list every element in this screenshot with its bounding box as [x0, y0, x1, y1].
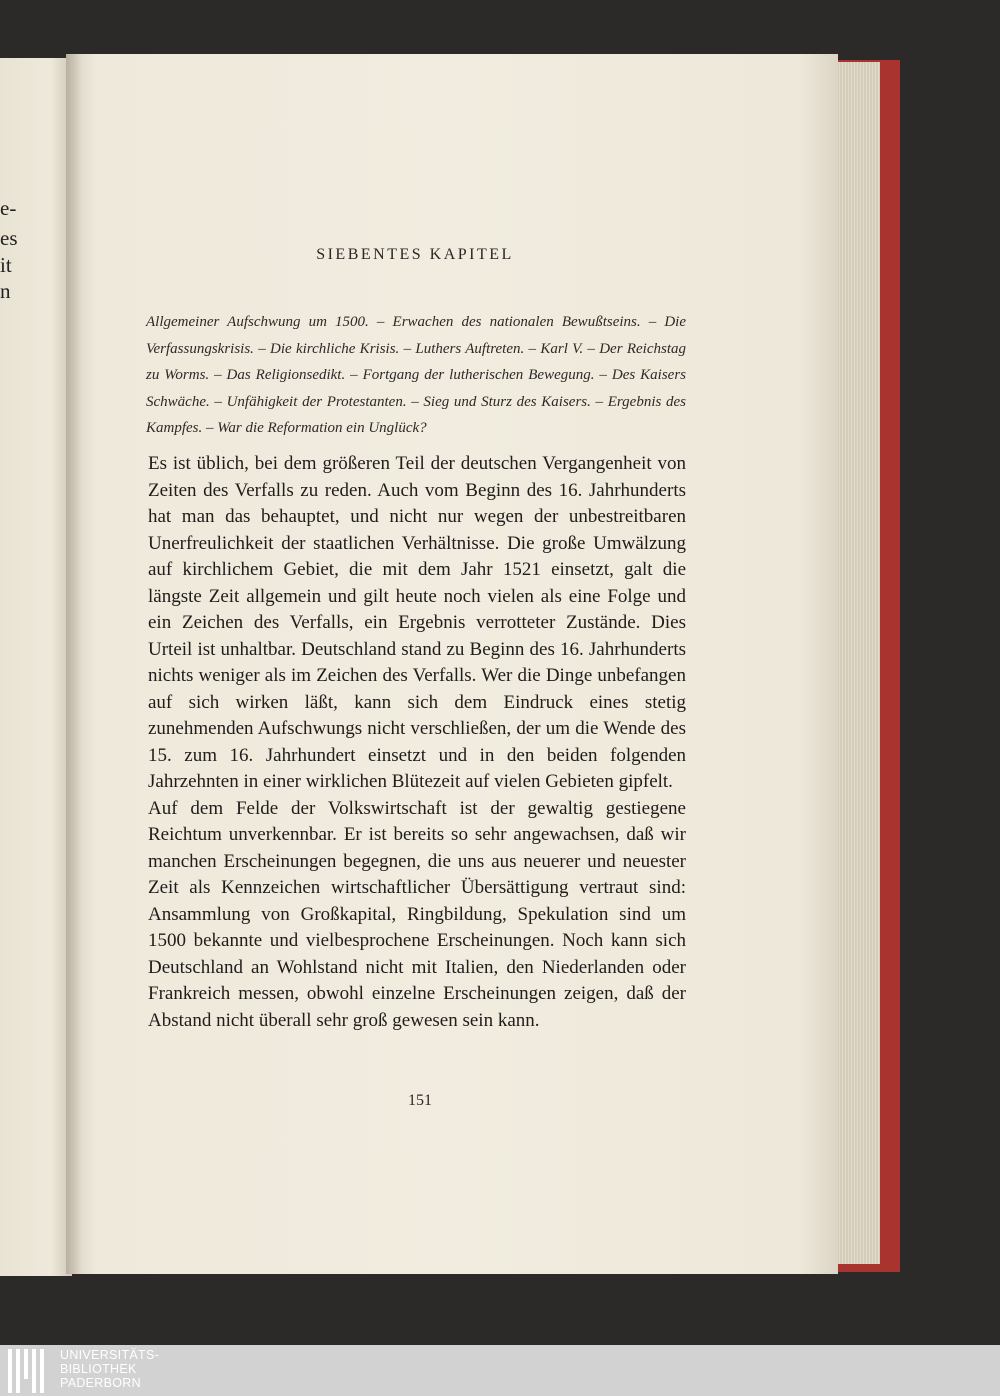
page-stack-edge: [832, 62, 880, 1264]
gutter-shadow: [66, 54, 82, 1274]
paragraph: Es ist üblich, bei dem größeren Teil der deutschen Vergangenheit von Zeiten des Verfalls zu reden. Auch vom Beginn des 16. Jahrhunderts hat man das behauptet, und nicht nur wegen der unbestreitbaren Unerfreulichkeit der staatlichen Verhältnisse. Die große Umwälzung auf kirchlichem Gebiet, die mit dem Jahr 1521 einsetzt, galt die längste Zeit allgemein und gilt heute noch vielen als eine Folge und ein Zeichen des Verfalls, ein Ergebnis verrotteter Zustände. Dies Urteil ist unhaltbar. Deutschland stand zu Beginn des 16. Jahrhunderts nichts weniger als im Zeichen des Verfalls. Wer die Dinge unbefangen auf sich wirken läßt, kann sich dem Eindruck eines stetig zunehmenden Aufschwungs nicht verschließen, der um die Wende des 15. zum 16. Jahrhundert einsetzt und in den beiden folgenden Jahrzehnten in einer wirklichen Blütezeit auf vielen Gebieten gipfelt.: [148, 453, 686, 792]
chapter-title: SIEBENTES KAPITEL: [316, 246, 514, 263]
paragraph: Auf dem Felde der Volkswirtschaft ist der gewaltig gestiegene Reichtum unverkennbar. Er ist bereits so sehr angewachsen, daß wir manchen Erscheinungen begegnen, die uns aus neuerer und neuester Zeit als Kennzeichen wirtschaftlicher Übersättigung vertraut sind: Ansammlung von Großkapital, Ringbildung, Spekulation sind um 1500 bekannte und vielbesprochene Erscheinungen. Noch kann sich Deutschland an Wohlstand nicht mit Italien, den Niederlanden oder Frankreich messen, obwohl einzelne Erscheinungen zeigen, daß der Abstand nicht überall sehr groß gewesen sein kann.: [148, 797, 686, 1031]
chapter-summary: Allgemeiner Aufschwung um 1500. – Erwachen des nationalen Bewußtseins. – Die Verfassungskrisis. – Die kirchliche Krisis. – Luthers Auftreten. – Karl V. – Der Reichstag zu Worms. – Das Religionsedikt. – Fortgang der lutherischen Bewegung. – Des Kaisers Schwäche. – Unfähigkeit der Protestanten. – Sieg und Sturz des Kaisers. – Ergebnis des Kampfes. – War die Reformation ein Unglück?: [146, 314, 686, 436]
left-page-fragment: n: [0, 279, 11, 303]
body-text: [148, 451, 686, 1034]
left-page-fragment: e-: [0, 196, 17, 220]
left-page-fragment: it: [0, 253, 12, 277]
left-facing-page: [0, 58, 72, 1276]
library-logo-text: [60, 1348, 159, 1390]
logo-line: UNIVERSITÄTS-: [60, 1348, 160, 1362]
left-page-fragment: es: [0, 226, 18, 250]
logo-line: BIBLIOTHEK: [60, 1362, 137, 1376]
page-number: 151: [408, 1092, 432, 1109]
logo-line: PADERBORN: [60, 1376, 141, 1390]
footer-bar: [0, 1345, 1000, 1396]
library-logo-icon: [6, 1349, 46, 1393]
